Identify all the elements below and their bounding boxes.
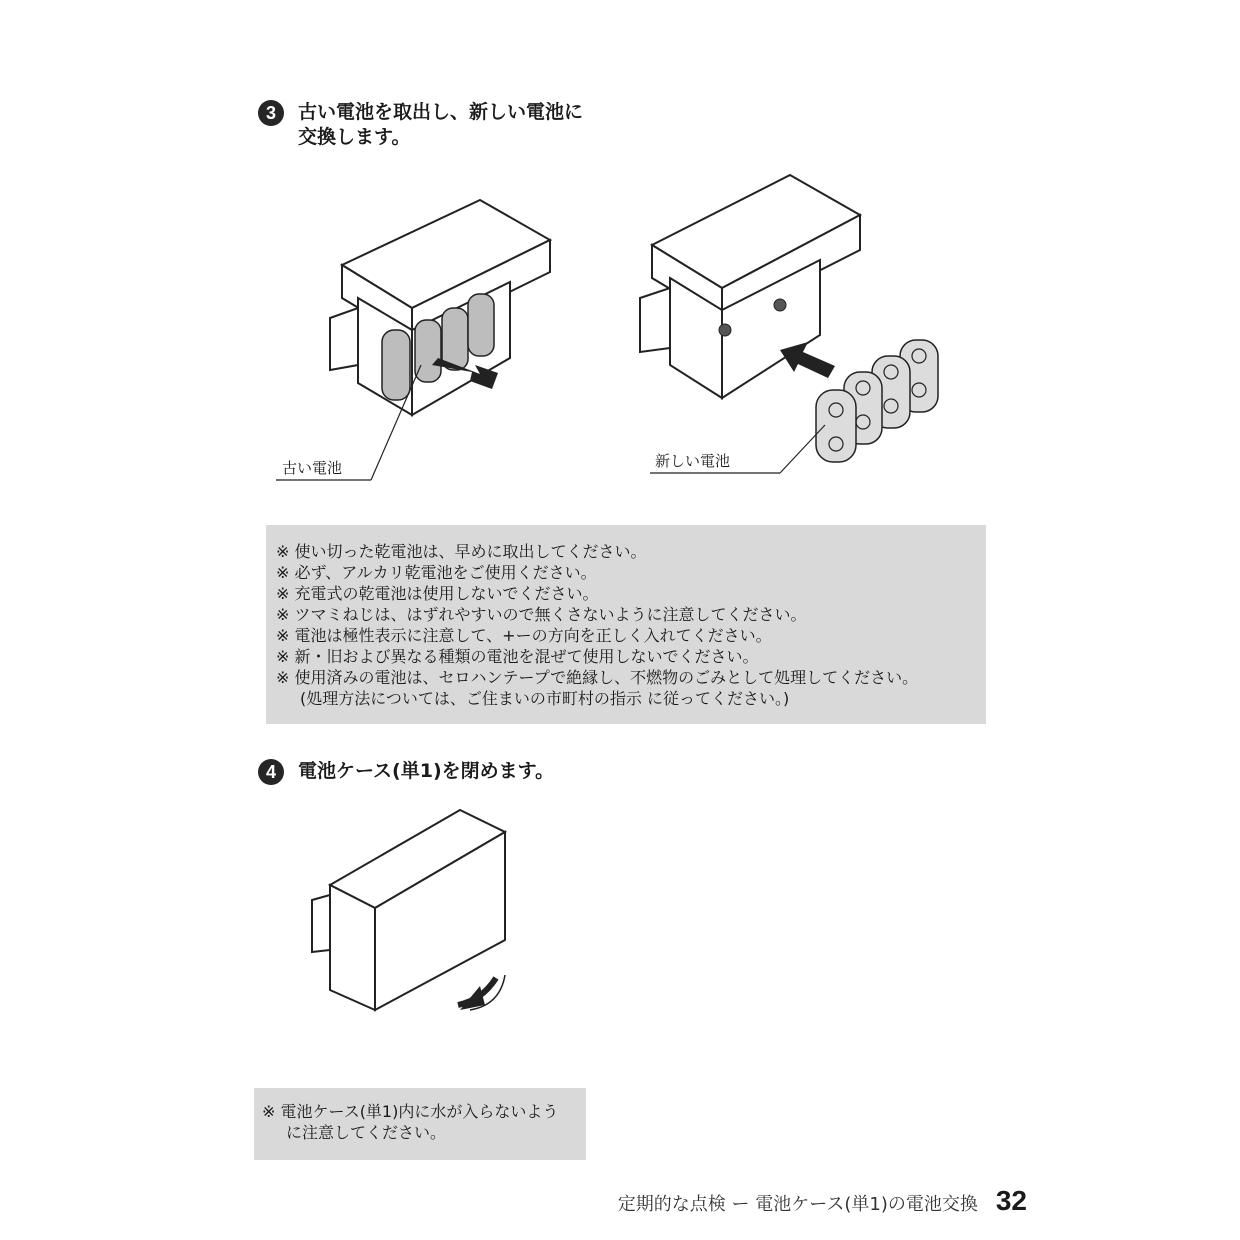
step-3-line-2: 交換します。 xyxy=(298,126,411,148)
note-line: ※ 電池ケース(単1)内に水が入らないよう xyxy=(262,1102,559,1121)
step-4-heading xyxy=(258,759,554,785)
note-line: (処理方法については、ご住まいの市町村の指示 に従ってください。) xyxy=(300,689,790,708)
step-4-text: 電池ケース(単1)を閉めます。 xyxy=(298,760,555,782)
page-number: 32 xyxy=(995,1185,1027,1216)
note-line: ※ 充電式の乾電池は使用しないでください。 xyxy=(276,584,599,603)
old-battery-label: 古い電池 xyxy=(282,459,343,477)
page-footer xyxy=(618,1185,1027,1217)
note-line: ※ 電池は極性表示に注意して、+ーの方向を正しく入れてください。 xyxy=(276,626,772,645)
footer-title: 定期的な点検 ー 電池ケース(単1)の電池交換 xyxy=(617,1194,978,1215)
closed-case-illustration xyxy=(300,800,530,1020)
step-4-number: 4 xyxy=(258,759,284,785)
step-3-line-1: 古い電池を取出し、新しい電池に xyxy=(298,101,584,123)
step-3-heading xyxy=(258,100,583,150)
notes-box-battery xyxy=(266,525,986,724)
note-line: ※ 使い切った乾電池は、早めに取出してください。 xyxy=(276,542,647,561)
note-line: ※ 必ず、アルカリ乾電池をご使用ください。 xyxy=(276,563,597,582)
new-battery-label: 新しい電池 xyxy=(655,452,731,470)
step-3-number: 3 xyxy=(258,100,284,126)
note-line: ※ ツマミねじは、はずれやすいので無くさないように注意してください。 xyxy=(276,605,807,624)
notes-box-water xyxy=(254,1088,586,1160)
step-3-text xyxy=(298,100,583,150)
note-line: ※ 新・旧および異なる種類の電池を混ぜて使用しないでください。 xyxy=(276,647,759,666)
note-line: ※ 使用済みの電池は、セロハンテープで絶縁し、不燃物のごみとして処理してください。 xyxy=(276,668,919,687)
note-line: に注意してください。 xyxy=(286,1123,447,1142)
